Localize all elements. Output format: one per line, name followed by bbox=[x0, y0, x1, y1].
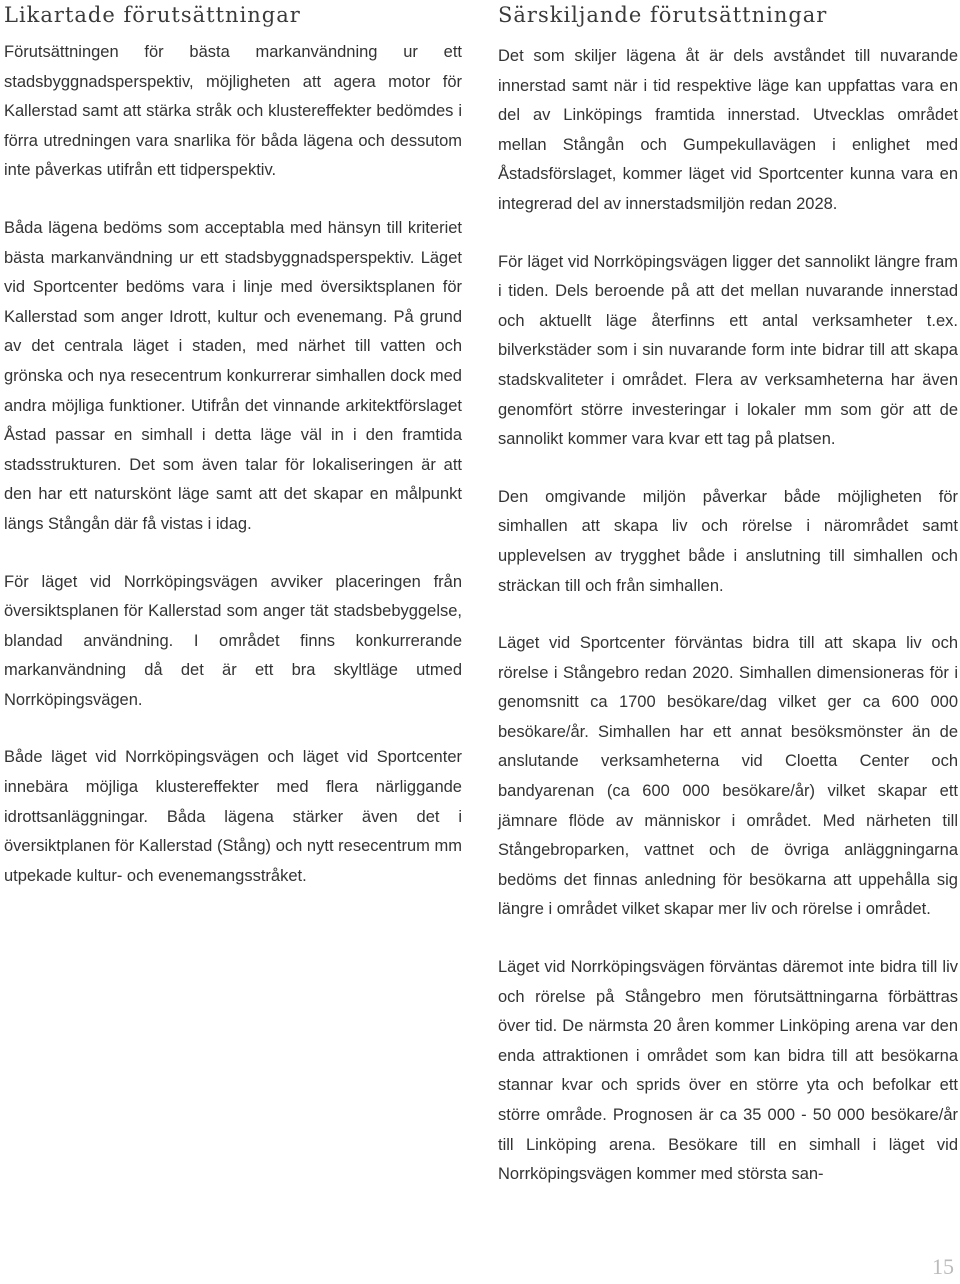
right-column bbox=[498, 0, 958, 1218]
left-paragraph-2: Båda lägena bedöms som acceptabla med hänsyn till kriteriet bästa markanvändning ur ett stadsbyggnadsperspektiv. Läget vid Sportcenter bedöms vara i linje med översiktsplanen för Kallerstad som anger Idrott, kultur och evenemang. På grund av det centrala läget i staden, med närhet till vatten och grönska och nya resecentrum konkurrerar simhallen dock med andra möjliga funktioner. Utifrån det vinnande arkitektförslaget Åstad passar en simhall i detta läge väl in i den framtida stadsstrukturen. Det som även talar för lokaliseringen är att den har ett naturskönt läge samt att det skapar en målpunkt längs Stångån där få vistas i idag. bbox=[4, 218, 462, 533]
right-paragraph-3: Den omgivande miljön påverkar både möjligheten för simhallen att skapa liv och rörelse i närområdet samt upplevelsen av trygghet både i anslutning till simhallen och sträckan till och från simhallen. bbox=[498, 487, 958, 595]
right-section-heading: Särskiljande förutsättningar bbox=[498, 3, 828, 27]
left-section-heading: Likartade förutsättningar bbox=[4, 3, 301, 27]
left-paragraph-1: Förutsättningen för bästa markanvändning ur ett stadsbyggnadsperspektiv, möjligheten att agera motor för Kallerstad samt att stärka stråk och klustereffekter bedömdes i förra utredningen vara snarlika för båda lägena och dessutom inte påverkas utifrån ett tidperspektiv. bbox=[4, 43, 462, 180]
left-paragraph-3: För läget vid Norrköpingsvägen avviker placeringen från översiktsplanen för Kallerstad som anger tät stadsbebyggelse, blandad användning. I området finns konkurrerande markanvändning då det är ett bra skyltläge utmed Norrköpingsvägen. bbox=[4, 572, 462, 709]
right-paragraph-1: Det som skiljer lägena åt är dels avståndet till nuvarande innerstad samt när i tid respektive läge kan uppfattas vara en del av Linköpings framtida innerstad. Utvecklas området mellan Stångån och Gumpekullavägen i enlighet med Åstadsförslaget, kommer läget vid Sportcenter kunna vara en integrerad del av innerstadsmiljön redan 2028. bbox=[498, 47, 958, 213]
left-paragraph-4: Både läget vid Norrköpingsvägen och läget vid Sportcenter innebära möjliga klustereffekter med flera närliggande idrottsanläggningar. Båda lägena stärker även det i översiktplanen för Kallerstad (Stång) och nytt resecentrum mm utpekade kultur- och evenemangsstråket. bbox=[4, 748, 462, 885]
right-paragraph-2: För läget vid Norrköpingsvägen ligger det sannolikt längre fram i tiden. Dels beroende på att det mellan nuvarande innerstad och aktuellt läge återfinns ett antal verksamheter t.ex. bilverkstäder som i sin nuvarande form inte bidrar till att skapa stadskvaliteter i området. Flera av verksamheterna har även genomfört större investeringar i lokaler mm som gör att de sannolikt kommer vara kvar ett tag på platsen. bbox=[498, 252, 958, 449]
right-paragraph-5: Läget vid Norrköpingsvägen förväntas däremot inte bidra till liv och rörelse på Stångebro men förutsättningarna förbättras över tid. De närmsta 20 åren kommer Linköping arena var den enda attraktionen i området som kan bidra till att besökarna stannar kvar och sprids över en större yta och befolkar ett större område. Prognosen är ca 35 000 - 50 000 besökare/år till Linköping arena. Besökare till en simhall i läget vid Norrköpingsvägen kommer med största san- bbox=[498, 958, 958, 1184]
right-paragraph-4: Läget vid Sportcenter förväntas bidra till att skapa liv och rörelse i Stångebro redan 2020. Simhallen dimensioneras för i genomsnitt ca 1700 besökare/dag vilket ger ca 600 000 besökare/år. Simhallen har ett annat besöksmönster än de anslutande verksamheterna vid Cloetta Center och bandyarenan (ca 600 000 besökare/år) vilket skapar ett jämnare flöde av människor i området. Med närheten till Stångebroparken, vattnet och de övriga anläggningarna bedöms det finnas anledning för besökarna att uppehålla sig längre i området vilket skapar mer liv och rörelse i området. bbox=[498, 634, 958, 919]
left-column bbox=[4, 0, 462, 919]
page-number: 15 bbox=[932, 1254, 954, 1279]
